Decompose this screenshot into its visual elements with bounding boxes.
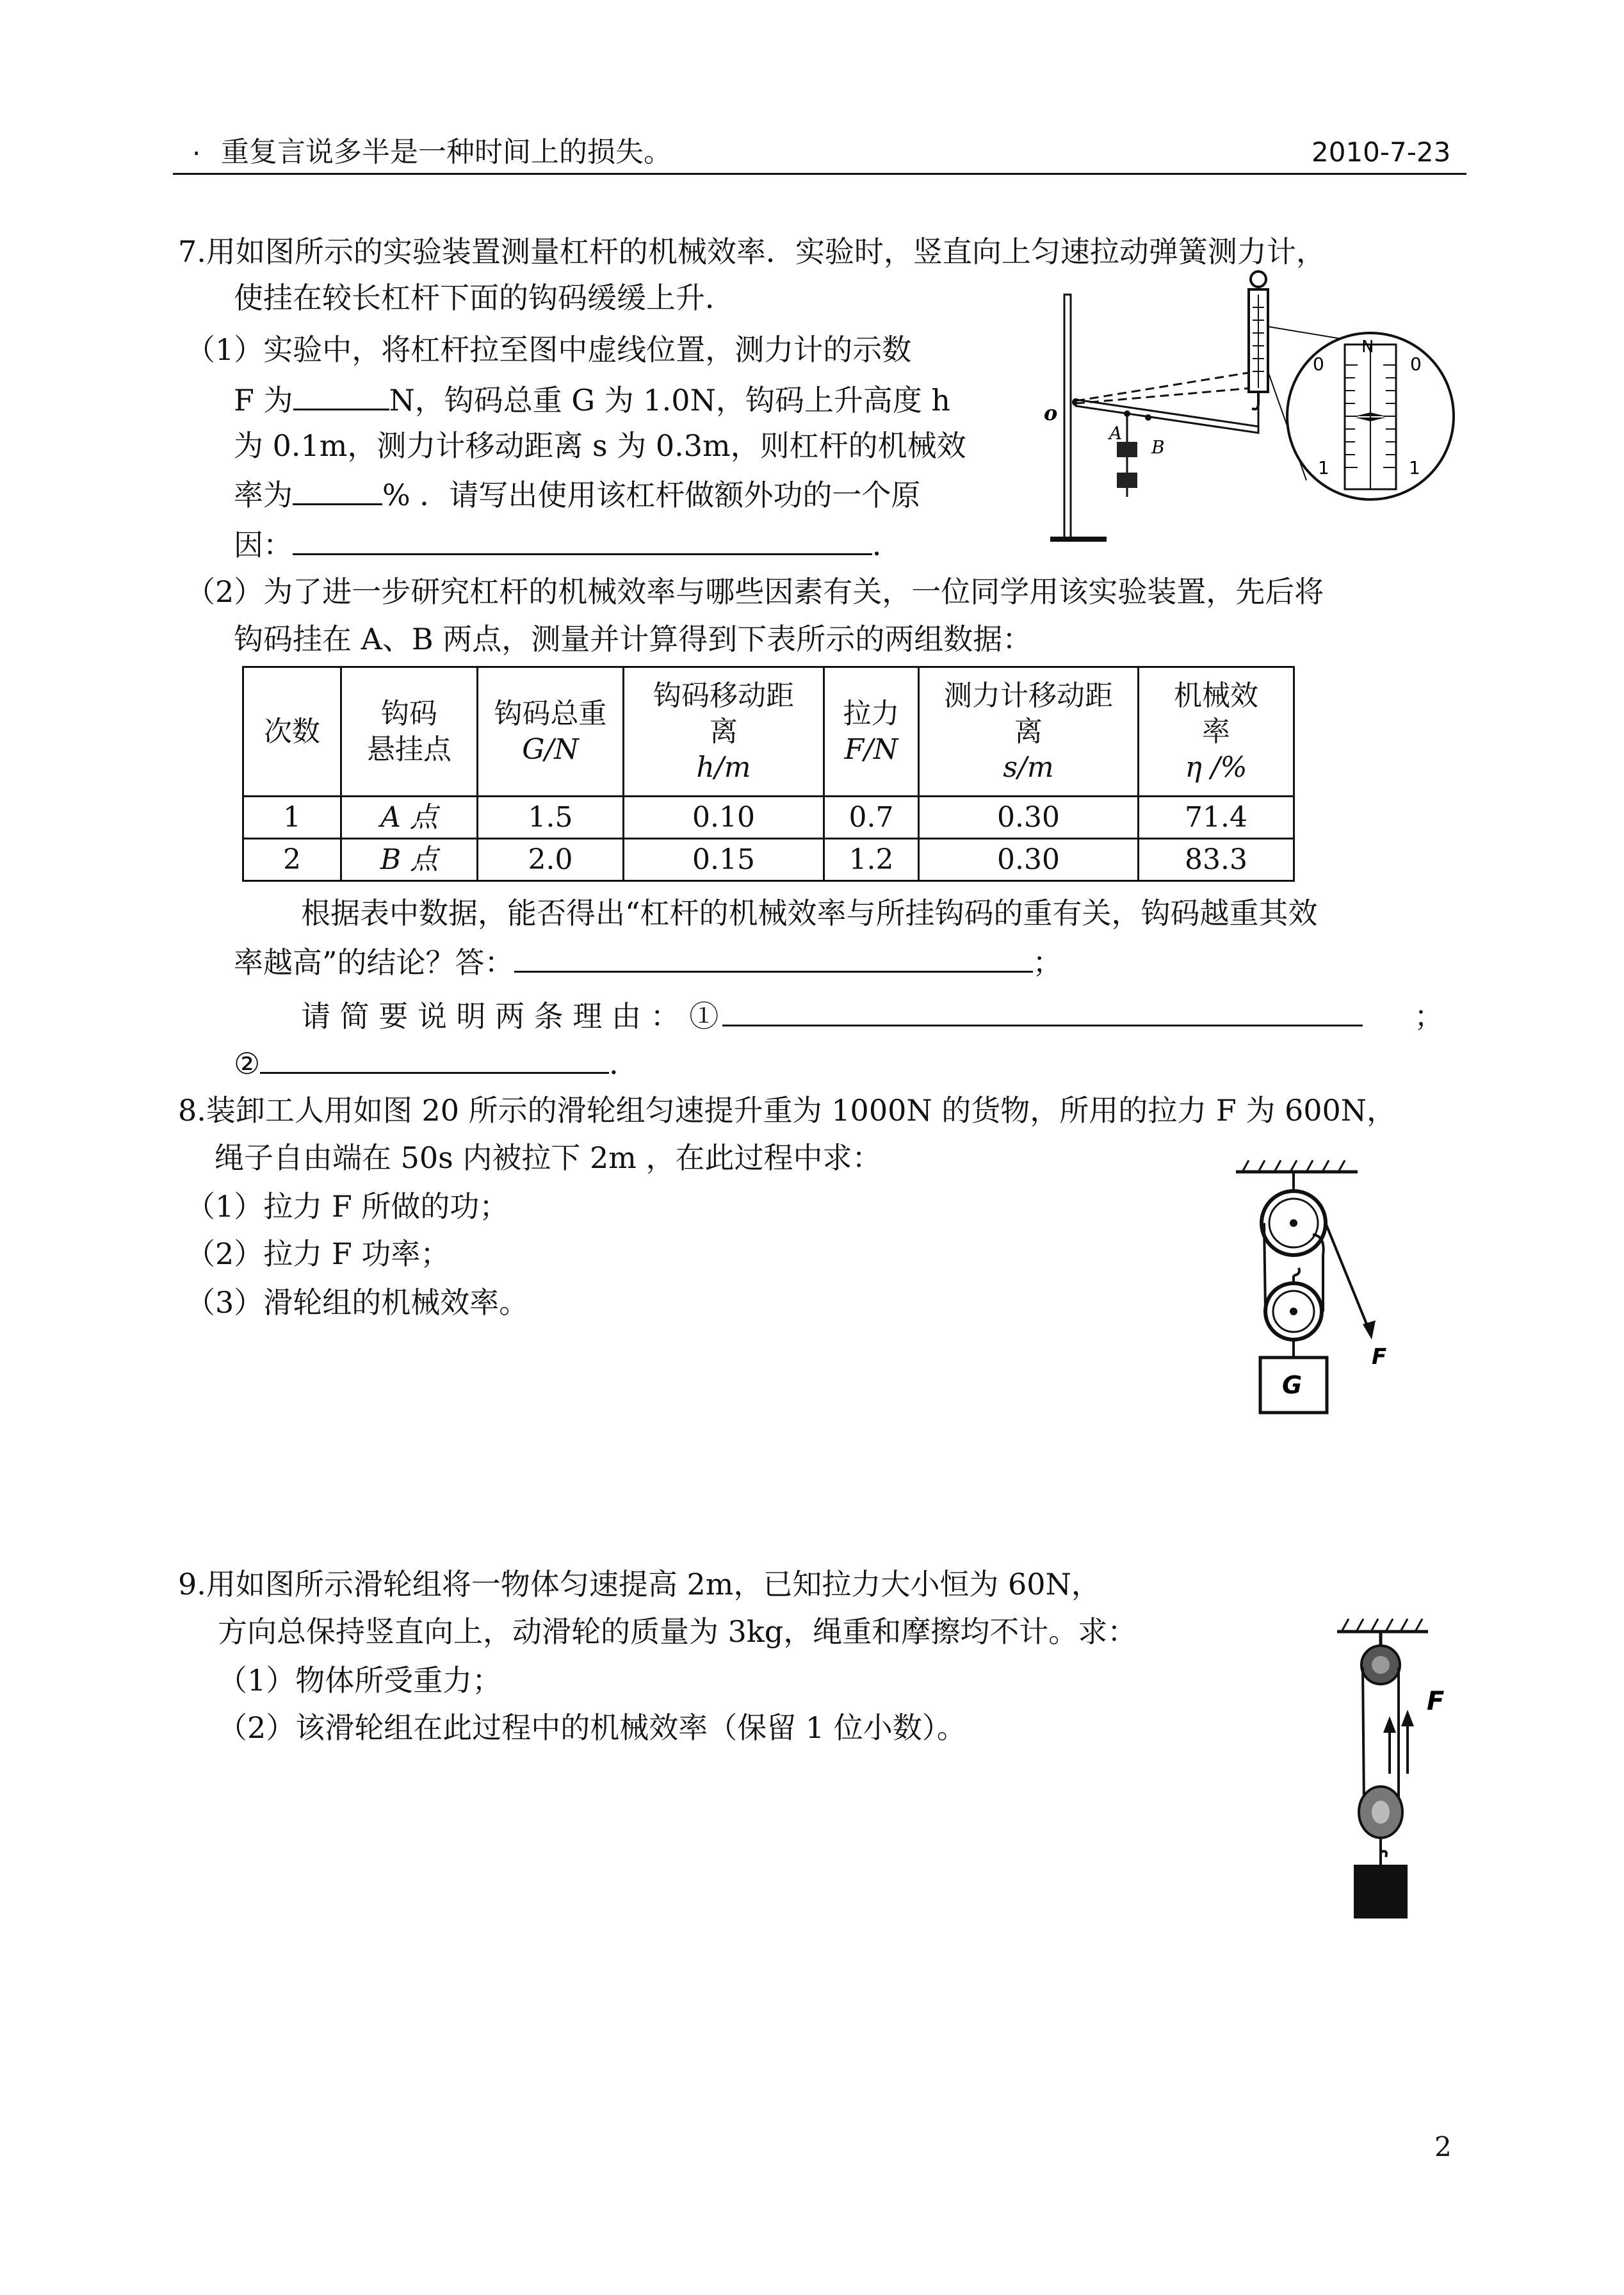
cell: 0.30 <box>919 797 1139 839</box>
answer-blank-conclusion[interactable] <box>514 943 1033 973</box>
th-hang-point: 钩码 悬挂点 <box>341 667 478 797</box>
table-row <box>243 797 1294 839</box>
cell: 83.3 <box>1139 839 1294 881</box>
cell: 0.10 <box>624 797 824 839</box>
pulley-system-figure-q9 <box>1332 1614 1473 1940</box>
q7-after2b: ； <box>1032 945 1062 980</box>
label-point-a: A <box>1109 423 1123 444</box>
q7-after3 <box>301 996 1443 1034</box>
q7-p1-line4a: 率为 <box>234 478 293 512</box>
cell: 2.0 <box>478 839 624 881</box>
q7-after4a: ② <box>234 1046 261 1081</box>
q7-after2 <box>234 943 1062 980</box>
page-number: 2 <box>1434 2131 1452 2162</box>
q9-line2: 方向总保持竖直向上，动滑轮的质量为 3kg，绳重和摩擦均不计。求： <box>218 1614 1137 1649</box>
q7-p1-line4 <box>234 475 920 513</box>
q7-after3b: ； <box>1414 999 1444 1034</box>
cell: 0.7 <box>824 797 919 839</box>
th-trial: 次数 <box>243 667 341 797</box>
q7-p2-line1: （2）为了进一步研究杠杆的机械效率与哪些因素有关，一位同学用该实验装置，先后将 <box>186 574 1324 609</box>
answer-blank-efficiency[interactable] <box>293 475 382 505</box>
q9-item1: （1）物体所受重力； <box>218 1663 502 1698</box>
scale-label-0-left: 0 <box>1313 353 1324 375</box>
q8-item2: （2）拉力 F 功率； <box>186 1237 450 1271</box>
cell: B 点 <box>341 839 478 881</box>
cell: 0.15 <box>624 839 824 881</box>
header-bullet: · <box>192 138 201 169</box>
answer-blank-reason-2[interactable] <box>260 1044 609 1074</box>
th-efficiency: 机械效 率 η /% <box>1139 667 1294 797</box>
q8-line1: 8.装卸工人用如图 20 所示的滑轮组匀速提升重为 1000N 的货物，所用的拉力 F 为 600N， <box>178 1093 1397 1128</box>
label-pivot-o: o <box>1044 401 1058 425</box>
q7-p1-line5 <box>234 525 902 563</box>
q7-line1: 7.用如图所示的实验装置测量杠杆的机械效率．实验时，竖直向上匀速拉动弹簧测力计， <box>178 234 1326 269</box>
answer-blank-reason[interactable] <box>293 525 872 555</box>
q8-line2: 绳子自由端在 50s 内被拉下 2m ，在此过程中求： <box>215 1140 882 1175</box>
table-row <box>243 839 1294 881</box>
scale-label-n: N <box>1361 337 1374 357</box>
q7-after4b: ． <box>609 1046 639 1081</box>
cell: A 点 <box>341 797 478 839</box>
q7-line2: 使挂在较长杠杆下面的钩码缓缓上升． <box>234 280 735 315</box>
answer-blank-reason-1[interactable] <box>722 996 1363 1026</box>
q7-after1: 根据表中数据，能否得出“杠杆的机械效率与所挂钩码的重有关，钩码越重其效 <box>301 896 1318 930</box>
lever-data-table <box>242 666 1295 882</box>
q7-after2a: 率越高”的结论？答： <box>234 945 514 980</box>
q7-p1-line5b: ． <box>872 528 902 562</box>
q8-item1: （1）拉力 F 所做的功； <box>186 1189 509 1224</box>
q7-p1-line1: （1）实验中，将杠杆拉至图中虚线位置，测力计的示数 <box>186 332 912 367</box>
label-point-b: B <box>1151 437 1165 458</box>
q7-p1-line2b: N，钩码总重 G 为 1.0N，钩码上升高度 h <box>389 383 951 418</box>
cell: 1.5 <box>478 797 624 839</box>
q9-item2: （2）该滑轮组在此过程中的机械效率（保留 1 位小数）。 <box>218 1710 966 1745</box>
scale-label-1-left: 1 <box>1318 457 1329 478</box>
label-weight-g: G <box>1282 1371 1303 1399</box>
q7-p2-line2: 钩码挂在 A、B 两点，测量并计算得到下表所示的两组数据： <box>234 622 1032 656</box>
q7-after4 <box>234 1044 638 1082</box>
q7-p1-line2 <box>234 380 950 418</box>
pulley-system-figure-q8 <box>1230 1153 1409 1422</box>
q9-line1: 9.用如图所示滑轮组将一物体匀速提高 2m，已知拉力大小恒为 60N， <box>178 1567 1101 1602</box>
q7-p1-line4b: % ．请写出使用该杠杆做额外功的一个原 <box>382 478 921 512</box>
label-force-f-q8: F <box>1372 1344 1387 1370</box>
th-weight-distance: 钩码移动距 离 h/m <box>624 667 824 797</box>
cell: 1 <box>243 797 341 839</box>
scale-label-0-right: 0 <box>1410 353 1422 375</box>
header-motto: 重复言说多半是一种时间上的损失。 <box>221 136 672 168</box>
cell: 2 <box>243 839 341 881</box>
th-weight: 钩码总重 G/N <box>478 667 624 797</box>
cell: 0.30 <box>919 839 1139 881</box>
table-header-row <box>243 667 1294 797</box>
cell: 1.2 <box>824 839 919 881</box>
lever-apparatus-figure <box>1037 269 1460 551</box>
label-force-f-q9: F <box>1427 1687 1445 1716</box>
th-pull-force: 拉力 F/N <box>824 667 919 797</box>
scale-label-1-right: 1 <box>1409 457 1420 478</box>
cell: 71.4 <box>1139 797 1294 839</box>
q7-p1-line5a: 因： <box>234 528 293 562</box>
answer-blank-force[interactable] <box>293 380 389 410</box>
header-date: 2010-7-23 <box>1311 136 1451 168</box>
q7-p1-line2a: F 为 <box>234 383 293 418</box>
q7-after3a: 请 简 要 说 明 两 条 理 由 ： ① <box>301 999 719 1034</box>
q8-item3: （3）滑轮组的机械效率。 <box>186 1285 529 1320</box>
th-scale-distance: 测力计移动距 离 s/m <box>919 667 1139 797</box>
q7-p1-line3: 为 0.1m，测力计移动距离 s 为 0.3m，则杠杆的机械效 <box>234 428 966 463</box>
header-rule <box>173 173 1466 175</box>
